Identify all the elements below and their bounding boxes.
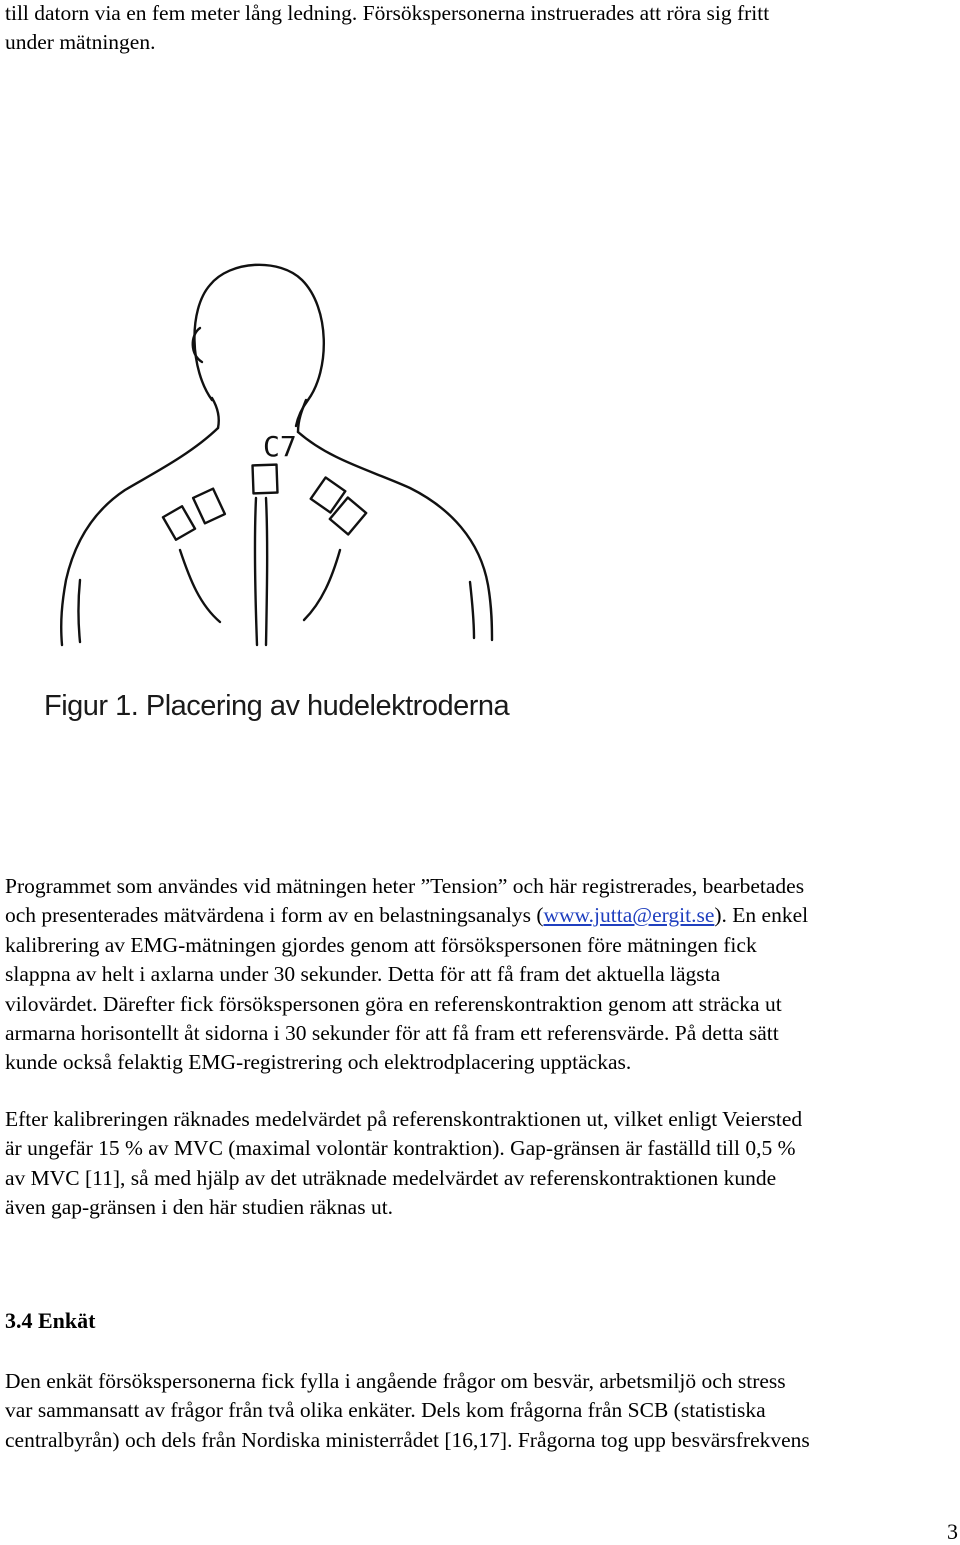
body-text-line: även gap-gränsen i den här studien räknas ut. bbox=[5, 1195, 394, 1220]
paragraph-survey bbox=[5, 1367, 950, 1455]
electrode-right-lower bbox=[330, 498, 366, 535]
body-text-line: till datorn via en fem meter lång ledning. Försökspersonerna instruerades att röra sig fritt bbox=[5, 1, 770, 25]
electrode-left-upper bbox=[193, 489, 225, 524]
body-text-line: Programmet som användes vid mätningen heter ”Tension” och här registrerades, bearbetades bbox=[5, 874, 805, 898]
electrode-c7 bbox=[253, 465, 278, 494]
section-heading: 3.4 Enkät bbox=[5, 1308, 96, 1333]
right-scapula bbox=[304, 550, 340, 620]
spine-left bbox=[255, 498, 257, 645]
right-arm-line bbox=[470, 582, 474, 638]
body-text-line: Den enkät försökspersonerna fick fylla i angående frågor om besvär, arbetsmiljö och stress bbox=[5, 1369, 786, 1393]
body-text-line: under mätningen. bbox=[5, 30, 156, 54]
neck-left bbox=[212, 398, 219, 428]
body-text-line: kalibrering av EMG-mätningen gjordes genom att försökspersonen före mätningen fick bbox=[5, 932, 757, 957]
body-text-line: är ungefär 15 % av MVC (maximal volontär kontraktion). Gap-gränsen är faställd till 0,5 % bbox=[5, 1136, 796, 1161]
body-text-line: centralbyrån) och dels från Nordiska ministerrådet [16,17]. Frågorna tog upp besvärsfrekvens bbox=[5, 1427, 810, 1452]
body-text-line: och presenterades mätvärdena i form av en belastningsanalys (www.jutta@ergit.se). En enkel bbox=[5, 903, 809, 928]
body-text-line: var sammansatt av frågor från två olika enkäter. Dels kom frågorna från SCB (statistiska bbox=[5, 1398, 766, 1423]
spine-right bbox=[266, 498, 267, 645]
electrode-left-lower bbox=[163, 506, 195, 540]
right-shoulder bbox=[298, 432, 492, 640]
neck-right bbox=[298, 400, 306, 432]
email-link[interactable]: www.jutta@ergit.se bbox=[543, 903, 715, 928]
page-number: 3 bbox=[947, 1519, 958, 1544]
paragraph-tension bbox=[5, 872, 950, 1078]
c7-label: C7 bbox=[263, 430, 297, 463]
body-text-line: Efter kalibreringen räknades medelvärdet på referenskontraktionen ut, vilket enligt Veiersted bbox=[5, 1107, 803, 1131]
body-text-line: slappna av helt i axlarna under 30 sekunder. Detta för att få fram det aktuella lägsta bbox=[5, 962, 721, 987]
body-text-line: av MVC [11], så med hjälp av det uträknade medelvärdet av referenskontraktionen kunde bbox=[5, 1165, 777, 1190]
paragraph-calibration bbox=[5, 1105, 950, 1223]
electrode-placement-figure bbox=[40, 250, 520, 660]
body-text-line: vilovärdet. Därefter fick försökspersonen göra en referenskontraktion genom att sträcka ut bbox=[5, 991, 782, 1016]
left-scapula bbox=[180, 550, 220, 622]
figure-caption: Figur 1. Placering av hudelektroderna bbox=[44, 690, 510, 722]
left-shoulder bbox=[61, 428, 218, 645]
body-text-line: kunde också felaktig EMG-registrering och elektrodplacering upptäckas. bbox=[5, 1050, 632, 1075]
left-arm-line bbox=[79, 580, 81, 642]
body-text-line: armarna horisontellt åt sidorna i 30 sekunder för att få fram ett referensvärde. På detta sätt bbox=[5, 1021, 779, 1046]
